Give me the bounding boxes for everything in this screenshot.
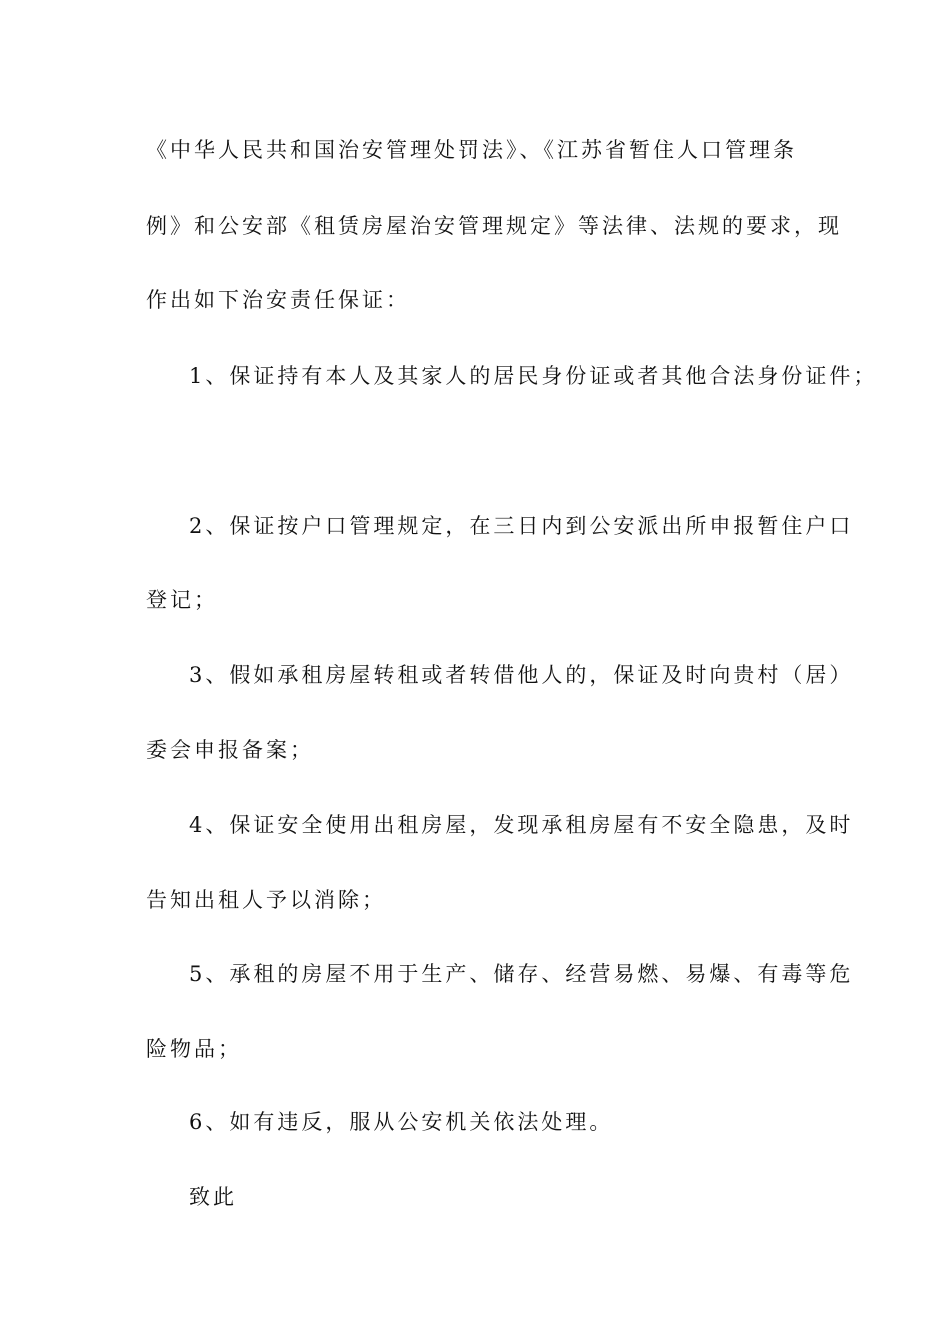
item-2-line-2: 登记； xyxy=(146,588,218,612)
intro-line-1: 《中华人民共和国治安管理处罚法》、《江苏省暂住人口管理条 xyxy=(146,138,797,162)
item-6-line-1: 6、如有违反，服从公安机关依法处理。 xyxy=(189,1110,614,1134)
intro-line-3: 作出如下治安责任保证： xyxy=(146,288,410,312)
item-5-line-2: 险物品； xyxy=(146,1037,242,1061)
item-2-line-1: 2、保证按户口管理规定，在三日内到公安派出所申报暂住户口 xyxy=(189,514,854,538)
item-3-line-2: 委会申报备案； xyxy=(146,738,314,762)
item-5-line-1: 5、承租的房屋不用于生产、储存、经营易燃、易爆、有毒等危 xyxy=(189,962,854,986)
item-4-line-1: 4、保证安全使用出租房屋，发现承租房屋有不安全隐患，及时 xyxy=(189,813,854,837)
closing-line: 致此 xyxy=(189,1185,237,1209)
item-4-line-2: 告知出租人予以消除； xyxy=(146,888,386,912)
intro-line-2: 例》和公安部《租赁房屋治安管理规定》等法律、法规的要求，现 xyxy=(146,214,842,238)
item-3-line-1: 3、假如承租房屋转租或者转借他人的，保证及时向贵村（居） xyxy=(189,663,854,687)
item-1-line-1: 1、保证持有本人及其家人的居民身份证或者其他合法身份证件； xyxy=(189,364,878,388)
